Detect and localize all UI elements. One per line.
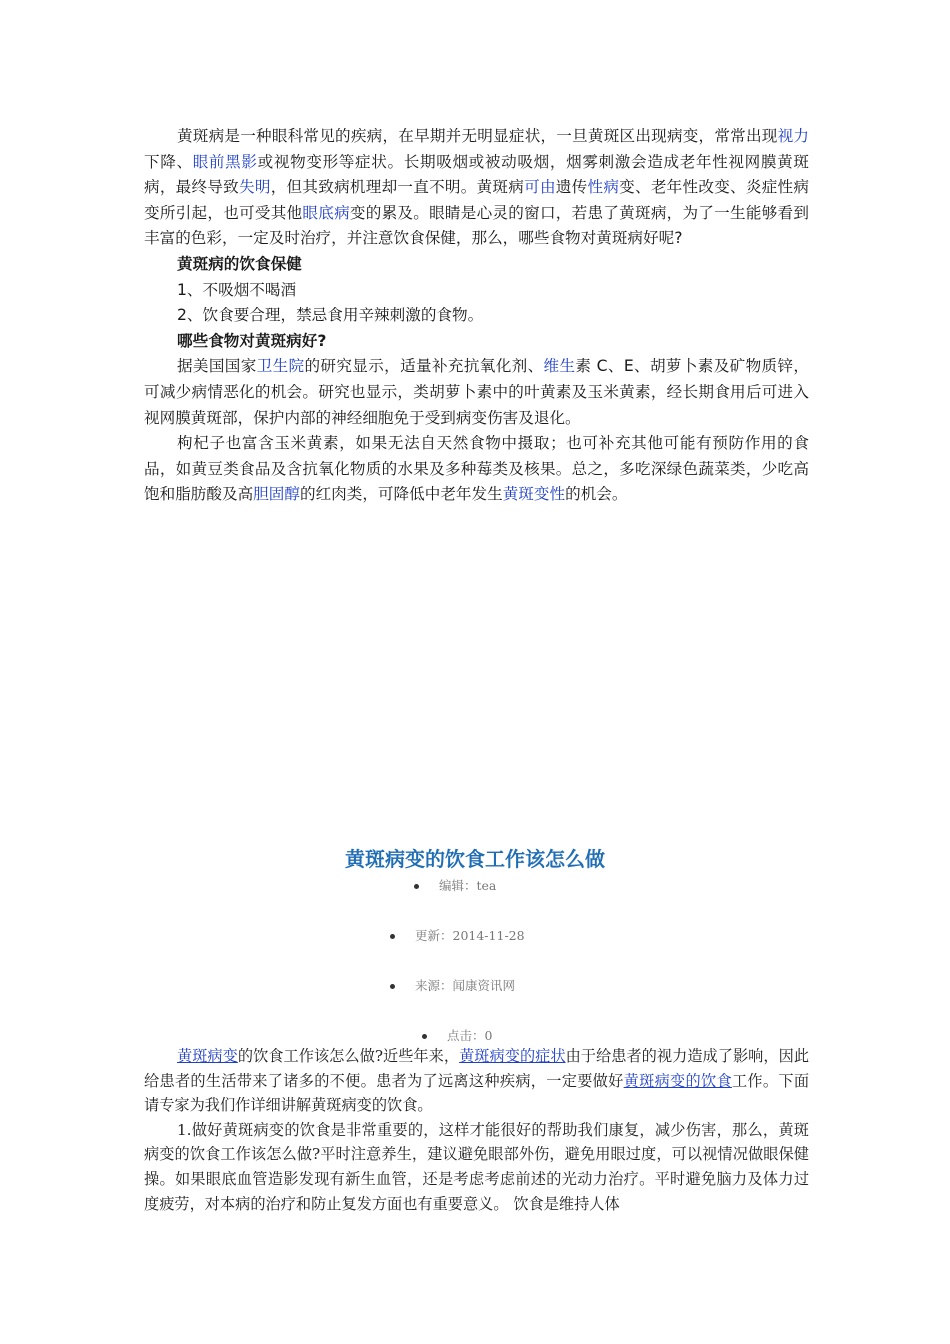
meta-updated — [390, 926, 525, 944]
section-heading-diet: 黄斑病的饮食保健 — [177, 254, 302, 273]
link-nih[interactable]: 卫生院 — [256, 357, 305, 376]
text: 变的累及。眼睛是心灵的窗口，若患了黄斑病，为了一生能够看到丰富的色彩，一定及时治疗，并注意饮食保健，那么，哪些食物对黄斑病好呢? — [144, 203, 809, 248]
meta-editor-text: 编辑：tea — [439, 878, 497, 893]
text: 变、老年性改变、炎症性病变所引起，也可受其他 — [144, 178, 809, 222]
link-macular-lesion[interactable]: 黄斑病变 — [177, 1047, 238, 1065]
bullet-icon — [422, 1034, 427, 1039]
text: 工作。下面请专家为我们作详细讲解黄斑病变的饮食。 — [144, 1071, 810, 1115]
text: 遗传 — [555, 178, 588, 197]
meta-source-text: 来源：闻康资讯网 — [415, 978, 516, 993]
text: 的红肉类，可降低中老年发生 — [299, 485, 503, 504]
article1-paragraph-1 — [144, 124, 809, 252]
text: 或视物变形等症状。长期吸烟或被动吸烟，烟雾刺激会造成老年性视网膜黄斑病，最终导致 — [144, 152, 809, 197]
text: 的机会。 — [565, 485, 628, 504]
text: 据美国国家 — [177, 357, 257, 376]
list-item: 2、饮食要合理，禁忌食用辛辣刺激的食物。 — [177, 306, 484, 325]
text: 黄斑病是一种眼科常见的疾病，在早期并无明显症状，一旦黄斑区出现病变，常常出现 — [177, 127, 778, 145]
meta-editor — [414, 876, 496, 894]
link-macular-lesion-diet[interactable]: 黄斑病变的饮食 — [623, 1071, 732, 1090]
text: 素 C、E、胡萝卜素及矿物质锌，可减少病情恶化的机会。研究也显示，类胡萝卜素中的叶黄素及玉米黄素，经长期食用后可进入视网膜黄斑部，保护内部的神经细胞免于受到病变伤害及退化。 — [144, 357, 809, 427]
article2-paragraph-1 — [144, 1044, 809, 1118]
link-floaters[interactable]: 眼前黑影 — [192, 152, 258, 171]
meta-clicks — [422, 1026, 492, 1044]
article2-body — [144, 1044, 809, 1216]
link-vision[interactable]: 视力 — [777, 127, 809, 145]
text: 的饮食工作该怎么做?近些年来， — [237, 1047, 460, 1065]
text: 枸杞子也富含玉米黄素，如果无法自天然食物中摄取；也可补充其他可能有预防作用的食品，如黄豆类食品及含抗氧化物质的水果及多种莓类及核果。总之，多吃深绿色蔬菜类，少吃高饱和脂肪酸及高 — [144, 434, 809, 504]
link-keyou[interactable]: 可由 — [524, 178, 556, 197]
link-fundus-disease[interactable]: 眼底病 — [302, 203, 350, 222]
article1-paragraph-3 — [144, 431, 809, 508]
text: 下降、 — [144, 152, 193, 171]
link-std[interactable]: 性病 — [587, 178, 620, 197]
article2-title: 黄斑病变的饮食工作该怎么做 — [345, 847, 605, 871]
article1-body — [144, 124, 809, 508]
meta-source — [390, 976, 515, 994]
link-vitamin[interactable]: 维生 — [543, 357, 576, 376]
article1-paragraph-2 — [144, 354, 809, 431]
text: 的研究显示，适量补充抗氧化剂、 — [304, 357, 544, 376]
bullet-icon — [414, 884, 419, 889]
text: 由于给患者的视力造成了影响，因此给患者的生活带来了诸多的不便。患者为了远离这种疾病，一定要做好 — [144, 1047, 810, 1090]
text: ，但其致病机理却一直不明。黄斑病 — [270, 178, 525, 197]
link-macular-degeneration[interactable]: 黄斑变性 — [502, 485, 566, 504]
bullet-icon — [390, 984, 395, 989]
meta-updated-text: 更新：2014-11-28 — [415, 928, 525, 943]
link-blindness[interactable]: 失明 — [239, 178, 271, 197]
section-heading-foods: 哪些食物对黄斑病好? — [177, 331, 327, 350]
meta-clicks-text: 点击：0 — [447, 1028, 493, 1043]
article2-paragraph-2: 1.做好黄斑病变的饮食是非常重要的，这样才能很好的帮助我们康复，减少伤害，那么，黄斑病变的饮食工作该怎么做?平时注意养生，建议避免眼部外伤，避免用眼过度，可以视情况做眼保健操。如果眼底血管造影发现有新生血管，还是考虑考虑前述的光动力治疗。平时避免脑力及体力过度疲劳，对本病的治疗和防止复发方面也有重要意义。 饮食是维持人体 — [144, 1120, 809, 1213]
link-cholesterol[interactable]: 胆固醇 — [253, 485, 300, 504]
list-item: 1、不吸烟不喝酒 — [177, 280, 297, 299]
bullet-icon — [390, 934, 395, 939]
link-macular-lesion-symptoms[interactable]: 黄斑病变的症状 — [459, 1047, 566, 1065]
